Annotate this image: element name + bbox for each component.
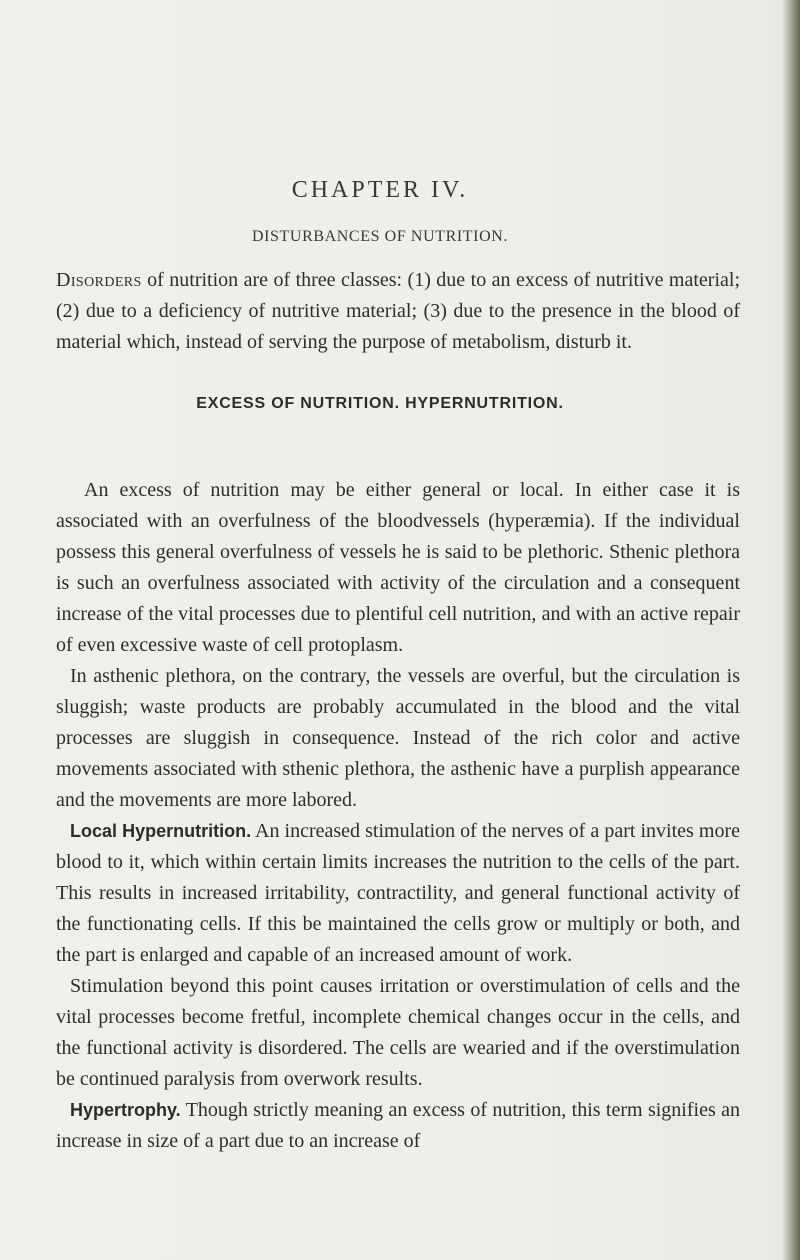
run-in-heading-local-hypernutrition: Local Hypernutrition. <box>70 821 252 841</box>
section-heading: EXCESS OF NUTRITION. HYPERNUTRITION. <box>196 395 564 412</box>
intro-text: of nutrition are of three classes: (1) due to an excess of nutritive material; (2) due to a deficiency of nutritive material; (3) due to the presence in the blood of material which, instead of serving the purpose of metabolism, disturb it. <box>56 269 740 353</box>
paragraph-hypertrophy <box>56 1095 740 1157</box>
paragraph-local-hypernutrition-text: An increased stimulation of the nerves of a part invites more blood to it, which within certain limits increases the nutrition to the cells of the part. This results in increased irritability, contractility, and general functional activity of the functionating cells. If this be maintained the cells grow or multiply or both, and the part is enlarged and capable of an increased amount of work. <box>56 820 740 966</box>
body-text <box>56 475 740 1157</box>
run-in-heading-hypertrophy: Hypertrophy. <box>70 1100 181 1120</box>
paragraph-overstimulation: Stimulation beyond this point causes irritation or overstimulation of cells and the vital processes become fretful, incomplete chemical changes occur in the cells, and the functional activity is disordered. The cells are wearied and if the overstimulation be continued paralysis from overwork results. <box>56 975 740 1090</box>
page-edge-shadow <box>782 0 800 1260</box>
intro-paragraph <box>56 265 740 358</box>
paragraph-general-excess: An excess of nutrition may be either general or local. In either case it is associated with an overfulness of the bloodvessels (hyperæmia). If the individual possess this general overfulness of vessels he is said to be plethoric. Sthenic plethora is such an overfulness associated with activity of the circulation and a consequent increase of the vital processes due to plentiful cell nutrition, and with an active repair of even excessive waste of cell protoplasm. <box>56 479 740 656</box>
paragraph-local-hypernutrition <box>56 816 740 971</box>
chapter-subtitle: DISTURBANCES OF NUTRITION. <box>251 228 509 245</box>
intro-lead-word: Disorders <box>56 269 142 291</box>
paragraph-asthenic-plethora: In asthenic plethora, on the contrary, the vessels are overful, but the circulation is sluggish; waste products are probably accumulated in the blood and the vital processes are sluggish in consequence. Instead of the rich color and active movements associated with sthenic plethora, the asthenic have a purplish appearance and the movements are more labored. <box>56 665 740 811</box>
chapter-title: CHAPTER IV. <box>291 177 469 203</box>
paragraph-hypertrophy-text: Though strictly meaning an excess of nutrition, this term signifies an increase in size of a part due to an increase of <box>56 1099 740 1152</box>
